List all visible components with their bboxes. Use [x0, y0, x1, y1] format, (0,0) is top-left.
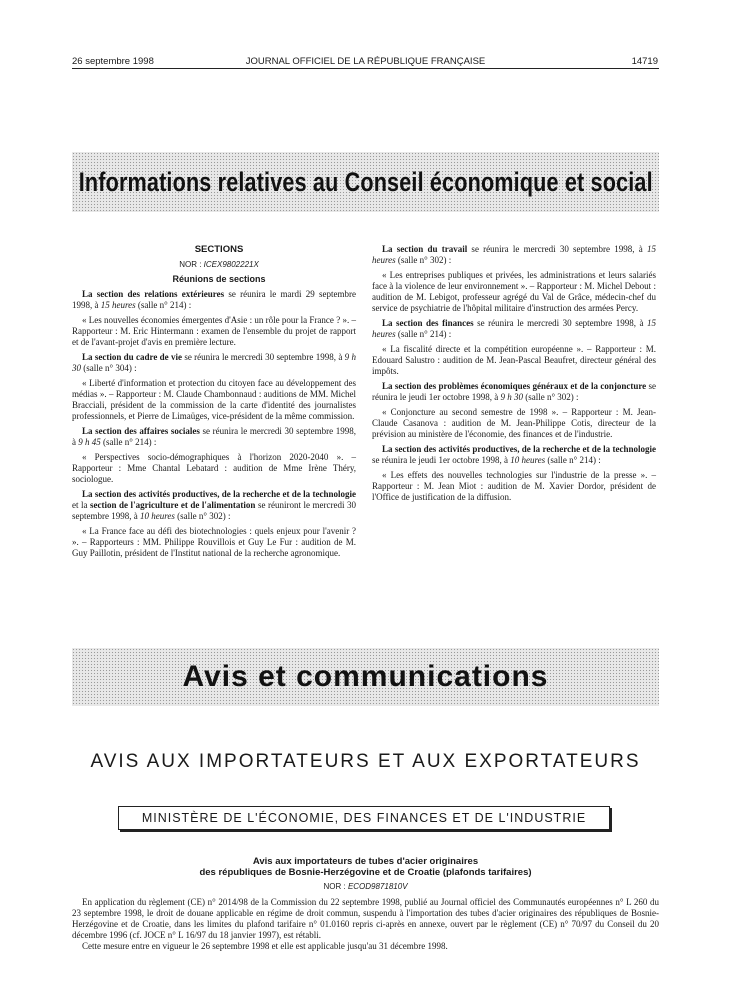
avis-importateurs-title: AVIS AUX IMPORTATEURS ET AUX EXPORTATEURS [90, 751, 641, 772]
meeting-agenda-text: « La fiscalité directe et la compétition européenne ». – Rapporteur : M. Edouard Salustro : audition de M. Jean-Pascal Beaufret, directeur général des impôts. [372, 344, 656, 376]
meeting-travail: La section du travail se réunira le mercredi 30 septembre 1998, à 15 heures (salle n° 302) : [372, 244, 656, 265]
decree-body [72, 897, 659, 952]
meeting-activites-productives-agriculture: La section des activités productives, de la recherche et de la technologie et la section de l'agriculture et de l'alimentation se réuniront le mercredi 30 septembre 1998, à 10 heures (salle n° 302) : [72, 489, 356, 521]
left-column [72, 244, 356, 563]
meeting-agenda-text: « La France face au défi des biotechnologies : quels enjeux pour l'avenir ? ». – Rapporteurs : MM. Philippe Rouvillois et Guy Le Fur : audition de M. Guy Paillotin, président de l'Institut national de la recherche agronomique. [72, 526, 356, 558]
sections-nor: NOR : ICEX9802221X [179, 260, 259, 269]
header-page-number: 14719 [631, 56, 658, 67]
meeting-relations-exterieures: La section des relations extérieures se réunira le mardi 29 septembre 1998, à 15 heures (salle n° 214) : [72, 289, 356, 310]
meeting-activites-productives: La section des activités productives, de la recherche et de la technologie se réunira le jeudi 1er octobre 1998, à 10 heures (salle n° 214) : [372, 444, 656, 465]
decree-title [72, 856, 659, 878]
decree-title-line2: des républiques de Bosnie-Herzégovine et de Croatie (plafonds tarifaires) [199, 867, 532, 878]
decree-nor: NOR : ECOD9871810V [323, 882, 408, 891]
reunions-subtitle: Réunions de sections [172, 274, 266, 284]
meeting-agenda-text: « Les entreprises publiques et privées, les administrations et leurs salariés face à la violence de leur environnement ». – Rapporteur : M. Michel Debout : audition de M. Lebigot, professeur agrégé du Val de Grâce, médecin-chef du service de psychiatrie de l'hôpital militaire d'instruction des armées Percy. [372, 270, 656, 313]
meeting-cadre-de-vie: La section du cadre de vie se réunira le mercredi 30 septembre 1998, à 9 h 30 (salle n° 304) : [72, 352, 357, 373]
decree-title-line1: Avis aux importateurs de tubes d'acier originaires [252, 856, 479, 867]
meeting-finances: La section des finances se réunira le mercredi 30 septembre 1998, à 15 heures (salle n° 214) : [372, 318, 656, 339]
decree-paragraph: En application du règlement (CE) n° 2014/98 de la Commission du 22 septembre 1998, publié au Journal officiel des Communautés européennes n° L 260 du 23 septembre 1998, le droit de douane applicable en régime de droit commun, suspendu à l'importation des tubes d'acier originaires des républiques de Bosnie-Herzégovine et de Croatie, dans les limites du plafond tarifaire n° 01.0160 repris ci-après en annexe, ouvert par le règlement (CE) n° 70/97 du Conseil du 20 décembre 1996 (cf. JOCE n° L 16/97 du 18 janvier 1997), est rétabli. [72, 897, 659, 940]
meeting-agenda-text: « Les effets des nouvelles technologies sur l'industrie de la presse ». – Rapporteur : M. Jean Miot : audition de M. Xavier Dordor, président de l'Office de justification de la diffusion. [372, 470, 656, 502]
ces-banner-title: Informations relatives au Conseil économique et social [78, 166, 653, 197]
meeting-problemes-economiques: La section des problèmes économiques généraux et de la conjoncture se réunira le jeudi 1er octobre 1998, à 9 h 30 (salle n° 302) : [372, 381, 656, 402]
avis-banner-title: Avis et communications [182, 660, 549, 693]
right-column [372, 244, 656, 507]
sections-title: SECTIONS [194, 244, 244, 255]
ministry-box [118, 806, 610, 830]
header-date: 26 septembre 1998 [72, 56, 154, 67]
header-rule [72, 68, 659, 69]
meeting-affaires-sociales: La section des affaires sociales se réunira le mercredi 30 septembre 1998, à 9 h 45 (salle n° 214) : [72, 426, 356, 447]
ministry-name: MINISTÈRE DE L'ÉCONOMIE, DES FINANCES ET DE L'INDUSTRIE [141, 811, 587, 825]
decree-paragraph: Cette mesure entre en vigueur le 26 septembre 1998 et elle est applicable jusqu'au 31 décembre 1998. [82, 941, 448, 951]
meeting-agenda-text: « Liberté d'information et protection du citoyen face au développement des médias ». – Rapporteur : M. Claude Chambonnaud : auditions de MM. Michel Bracciali, président de la commission de la carte d'identité des journalistes professionnels, et Pierre de Limaüges, vice-président de la même commission. [72, 378, 356, 421]
meeting-agenda-text: « Conjoncture au second semestre de 1998 ». – Rapporteur : M. Jean-Claude Casanova : audition de M. Jean-Philippe Cotis, directeur de la prévision au ministère de l'économie, des finances et de l'industrie. [372, 407, 656, 439]
meeting-agenda-text: « Perspectives socio-démographiques à l'horizon 2020-2040 ». – Rapporteur : Mme Chantal Lebatard : audition de Mme Irène Théry, sociologue. [72, 452, 356, 484]
ces-banner [72, 152, 659, 212]
avis-banner [72, 648, 659, 706]
header-journal-title: JOURNAL OFFICIEL DE LA RÉPUBLIQUE FRANÇAISE [245, 56, 486, 67]
meeting-agenda-text: « Les nouvelles économies émergentes d'Asie : un rôle pour la France ? ». – Rapporteur : M. Eric Hintermann : examen de l'ensemble du projet de rapport et de l'avant-projet d'avis en première lecture. [72, 315, 356, 347]
